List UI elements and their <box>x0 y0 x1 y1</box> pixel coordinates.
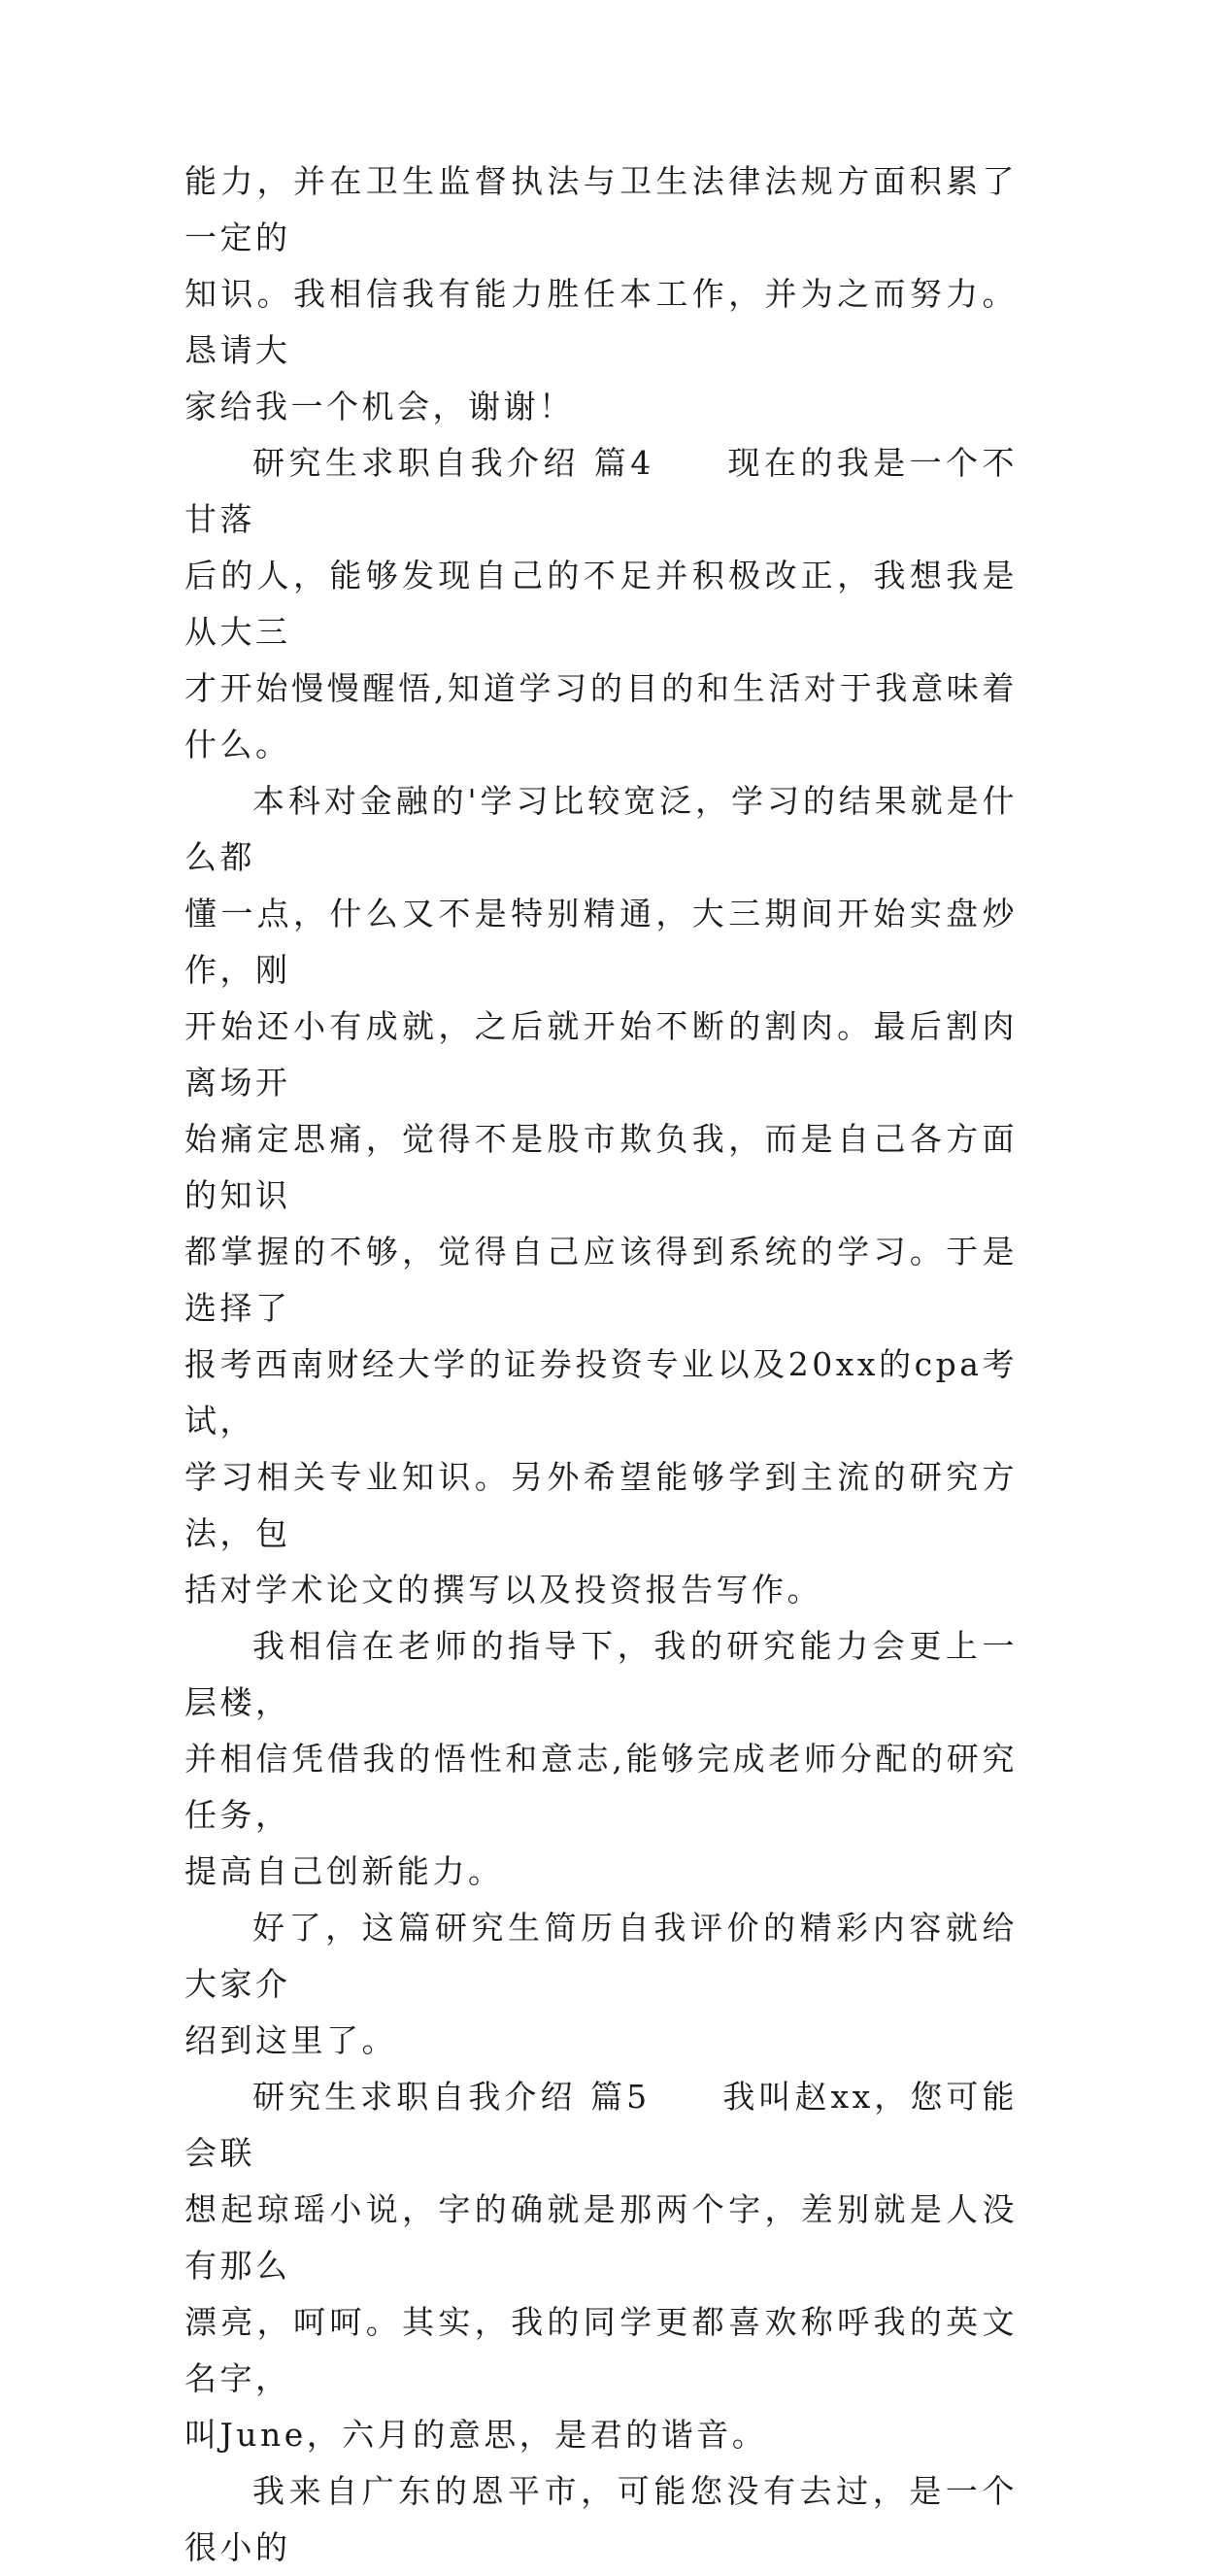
text-line: 并相信凭借我的悟性和意志,能够完成老师分配的研究任务， <box>184 1740 1018 1834</box>
text-line: 都掌握的不够，觉得自己应该得到系统的学习。于是选择了 <box>184 1233 1018 1327</box>
text-line: 研究生求职自我介绍 篇4 现在的我是一个不甘落 <box>184 444 1018 538</box>
text-line: 才开始慢慢醒悟,知道学习的目的和生活对于我意味着什么。 <box>184 669 1018 763</box>
text-line: 知识。我相信我有能力胜任本工作，并为之而努力。恳请大 <box>184 275 1018 369</box>
text-line: 开始还小有成就，之后就开始不断的割肉。最后割肉离场开 <box>184 1007 1018 1102</box>
text-line: 本科对金融的'学习比较宽泛，学习的结果就是什么都 <box>184 782 1018 876</box>
text-line: 后的人，能够发现自己的不足并积极改正，我想我是从大三 <box>184 557 1018 651</box>
paragraph-2-section-heading <box>184 435 1018 773</box>
paragraph-6-section-heading <box>184 2069 1018 2463</box>
text-line: 能力，并在卫生监督执法与卫生法律法规方面积累了一定的 <box>184 162 1018 256</box>
text-line: 想起琼瑶小说，字的确就是那两个字，差别就是人没有那么 <box>184 2190 1018 2285</box>
text-line: 我相信在老师的指导下，我的研究能力会更上一层楼， <box>184 1627 1018 1721</box>
text-line: 我来自广东的恩平市，可能您没有去过，是一个很小的 <box>184 2472 1018 2566</box>
text-line: 懂一点，什么又不是特别精通，大三期间开始实盘炒作，刚 <box>184 895 1018 989</box>
paragraph-1 <box>184 153 1018 435</box>
text-line: 提高自己创新能力。 <box>184 1852 504 1890</box>
text-line: 家给我一个机会，谢谢！ <box>184 388 575 425</box>
text-line: 叫June，六月的意思，是君的谐音。 <box>184 2416 768 2454</box>
paragraph-3 <box>184 773 1018 1618</box>
text-line: 研究生求职自我介绍 篇5 我叫赵xx，您可能会联 <box>184 2078 1018 2172</box>
paragraph-5 <box>184 1900 1018 2069</box>
text-line: 括对学术论文的撰写以及投资报告写作。 <box>184 1571 822 1609</box>
text-line: 绍到这里了。 <box>184 2021 397 2059</box>
paragraph-4 <box>184 1618 1018 1900</box>
text-line: 学习相关专业知识。另外希望能够学到主流的研究方法，包 <box>184 1458 1018 1552</box>
text-line: 好了，这篇研究生简历自我评价的精彩内容就给大家介 <box>184 1909 1018 2003</box>
text-line: 报考西南财经大学的证券投资专业以及20xx的cpa考试， <box>184 1345 1018 1440</box>
text-line: 漂亮，呵呵。其实，我的同学更都喜欢称呼我的英文名字， <box>184 2303 1018 2397</box>
paragraph-7 <box>184 2463 1018 2576</box>
document-body <box>184 153 1018 2576</box>
text-line: 始痛定思痛，觉得不是股市欺负我，而是自己各方面的知识 <box>184 1120 1018 1214</box>
